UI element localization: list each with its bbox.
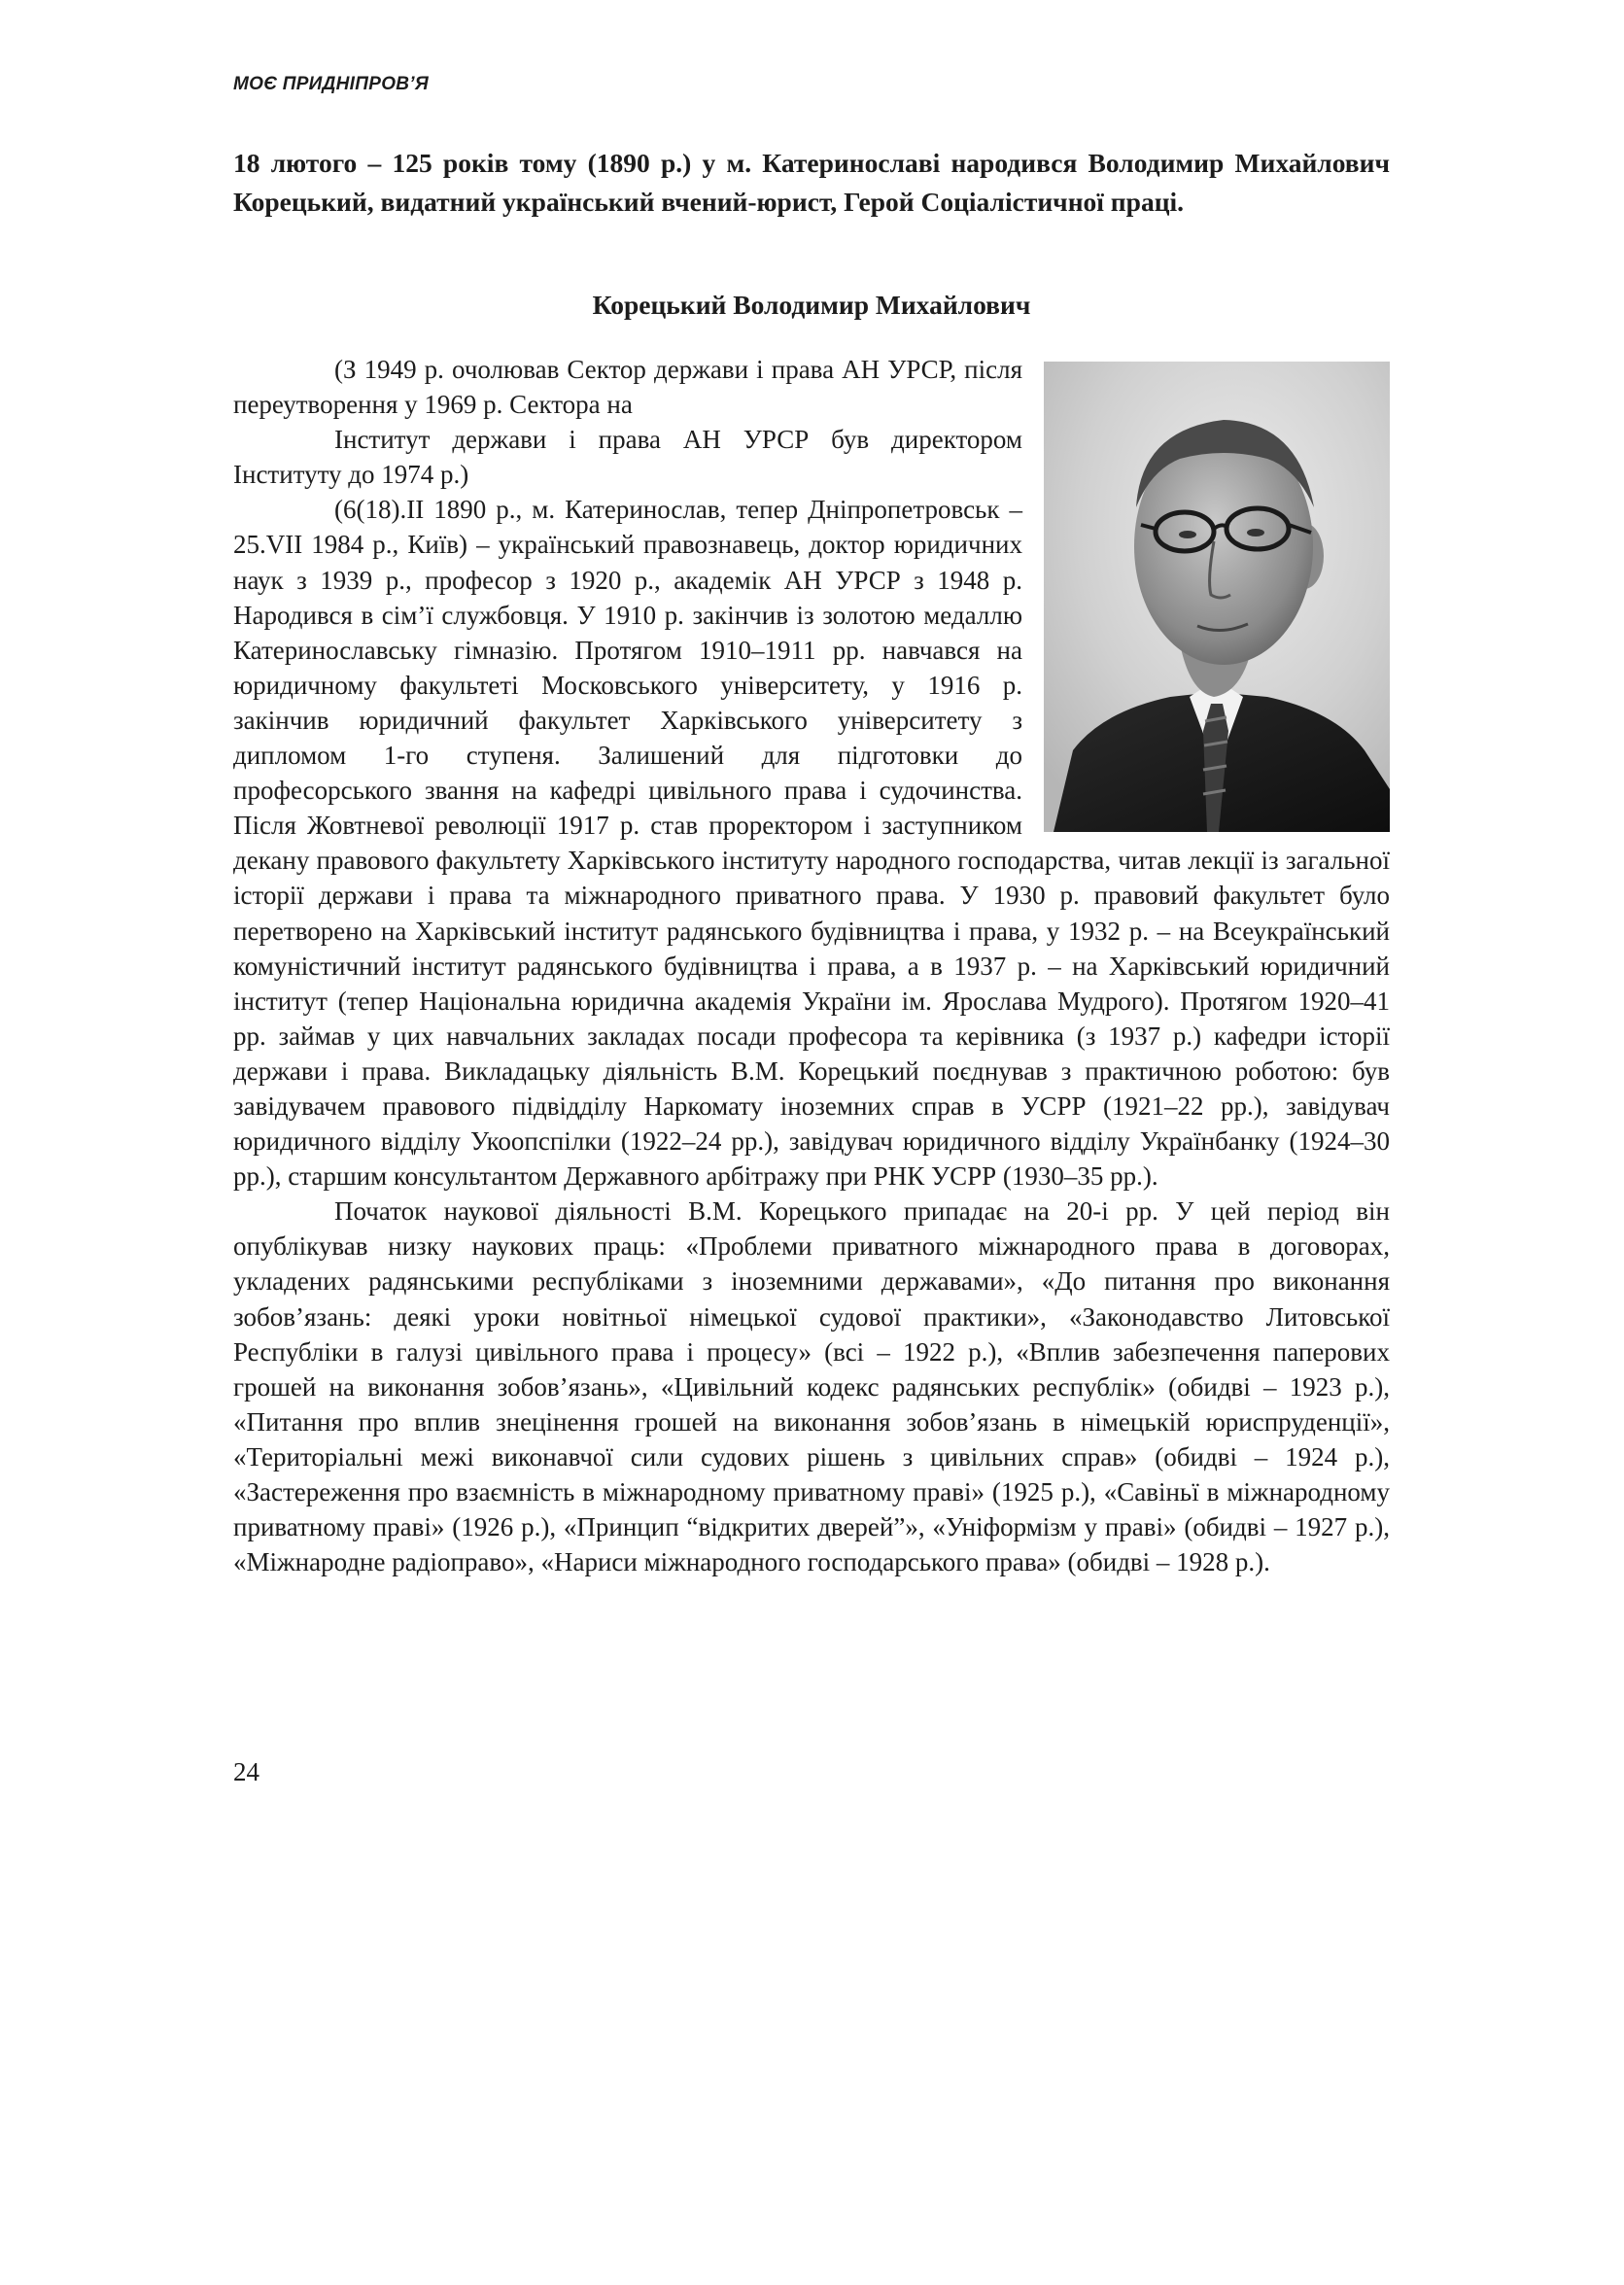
article-title: Корецький Володимир Михайлович bbox=[592, 290, 1031, 320]
paragraph-4: Початок наукової діяльності В.М. Корецького припадає на 20-і рр. У цей період він опублікував низку наукових праць: «Проблеми приватного міжнародного права в договорах, укладених радянськими республіками з іноземними державами», «До питання про виконання зобов’язань: деякі уроки новітньої німецької судової практики», «Законодавство Литовської Республіки в галузі цивільного права і процесу» (всі – 1922 р.), «Вплив забезпечення паперових грошей на виконання зобов’язань», «Цивільний кодекс радянських республік» (обидві – 1923 р.), «Питання про вплив знецінення грошей на виконання зобов’язань в німецькій юриспруденції», «Територіальні межі виконавчої сили судових рішень з цивільних справ» (обидві – 1924 р.), «Застереження про взаємність в міжнародному приватному праві» (1925 р.), «Савіньї в міжнародному приватному праві» (1926 р.), «Принцип “відкритих дверей”», «Уніформізм у праві» (обидві – 1927 р.), «Міжнародне радіоправо», «Нариси міжнародного господарського права» (обидві – 1928 р.). bbox=[233, 1196, 1390, 1577]
announcement: 18 лютого – 125 років тому (1890 р.) у м. Катеринославі народився Володимир Михайлович Корецький, видатний український вчений-юрист, Герой Соціалістичної праці. bbox=[233, 148, 1390, 217]
portrait-photo bbox=[1044, 362, 1390, 832]
paragraph-1: (З 1949 р. очолював Сектор держави і права АН УРСР, після переутворення у 1969 р. Сектора на bbox=[233, 355, 1022, 420]
article-body bbox=[233, 352, 1390, 1579]
paragraph-2: Інститут держави і права АН УРСР був директором Інституту до 1974 р.) bbox=[233, 425, 1022, 490]
running-head: МОЄ ПРИДНІПРОВ’Я bbox=[233, 74, 430, 94]
page-number: 24 bbox=[233, 1757, 259, 1786]
portrait-illustration bbox=[1044, 362, 1390, 832]
paragraph-3: (6(18).II 1890 р., м. Катеринослав, тепер Дніпропетровськ – 25.VII 1984 р., Київ) – український правознавець, доктор юридичних наук з 1939 р., професор з 1920 р., академік АН УРСР з 1948 р. Народився в сім’ї службовця. У 1910 р. закінчив із золотою медаллю Катеринославську гімназію. Протягом 1910–1911 рр. навчався на юридичному факультеті Московського університету, у 1916 р. закінчив юридичний факультет Харківського університету з дипломом 1-го ступеня. Залишений для підготовки до професорського звання на кафедрі цивільного права і судочинства. Після Жовтневої революції 1917 р. став проректором і заступником декану правового факультету Харківського інституту народного господарства, читав лекції із загальної історії держави і права та міжнародного приватного права. У 1930 р. правовий факультет було перетворено на Харківський інститут радянського будівництва і права, у 1932 р. – на Всеукраїнський комуністичний інститут радянського будівництва і права, а в 1937 р. – на Харківський юридичний інститут (тепер Національна юридична академія України ім. Ярослава Мудрого). Протягом 1920–41 рр. займав у цих навчальних закладах посади професора та керівника (з 1937 р.) кафедри історії держави і права. Викладацьку діяльність В.М. Корецький поєднував з практичною роботою: був завідувачем правового підвідділу Наркомату іноземних справ в УСРР (1921–22 рр.), завідувач юридичного відділу Укоопспілки (1922–24 рр.), завідувач юридичного відділу Українбанку (1924–30 рр.), старшим консультантом Державного арбітражу при РНК УСРР (1930–35 рр.). bbox=[233, 495, 1390, 1192]
